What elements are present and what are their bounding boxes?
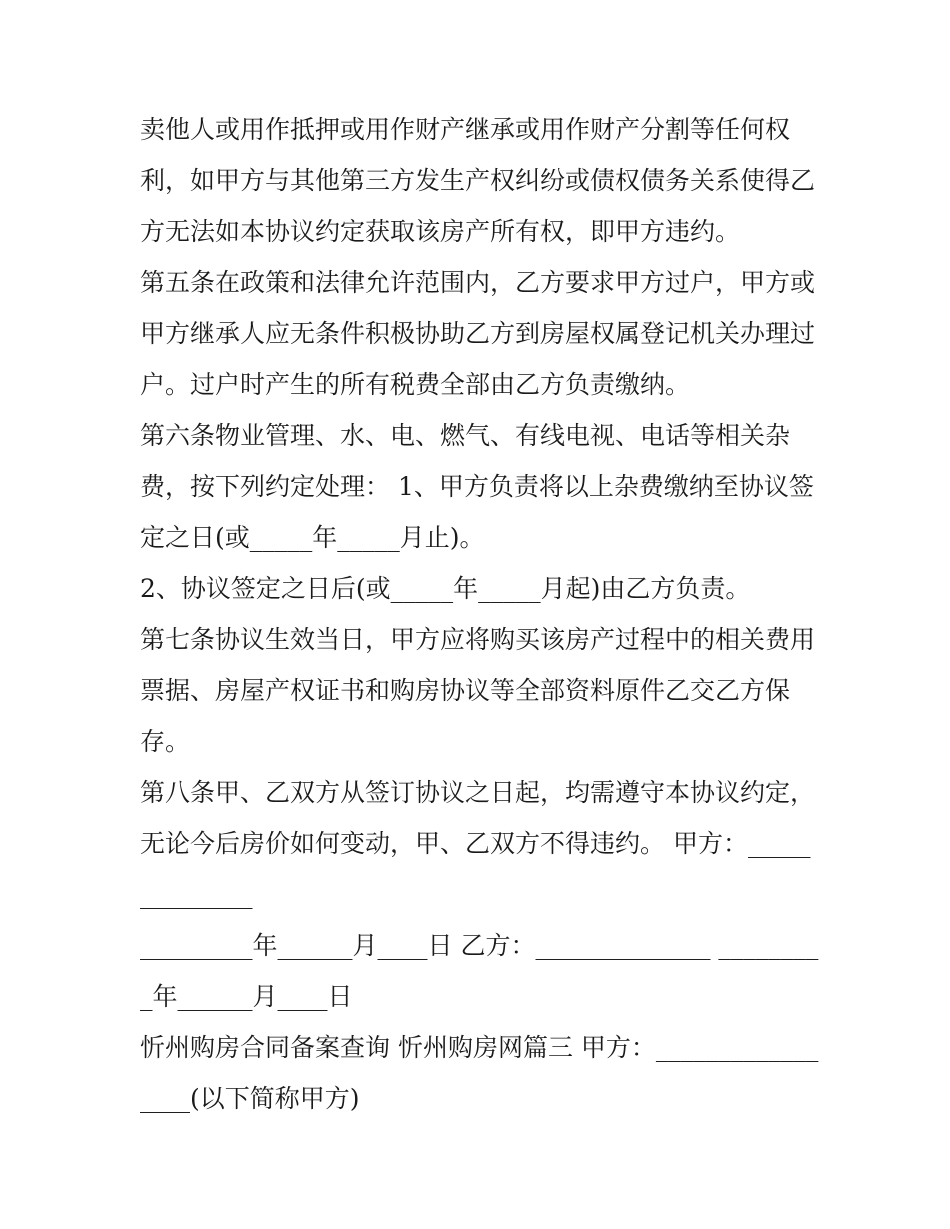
paragraph-article-8: 第八条甲、乙双方从签订协议之日起，均需遵守本协议约定，无论今后房价如何变动，甲、乙双方不得违约。 甲方：______________ [140, 778, 816, 909]
paragraph-article-6-item-2: 2、协议签定之日后(或_____年_____月起)由乙方负责。 [140, 574, 751, 603]
paragraph-article-7: 第七条协议生效当日，甲方应将购买该房产过程中的相关费用票据、房屋产权证书和购房协议等全部资料原件乙交乙方保存。 [140, 625, 816, 756]
paragraph-section-three-heading: 忻州购房合同备案查询 忻州购房网篇三 甲方：_________________(以下简称甲方) [140, 1033, 819, 1113]
signature-date-line: _________年______月____日 乙方：______________ _________年______月____日 [140, 931, 819, 1011]
paragraph-article-6: 第六条物业管理、水、电、燃气、有线电视、电话等相关杂费，按下列约定处理： 1、甲方负责将以上杂费缴纳至协议签定之日(或_____年_____月止)。 [140, 421, 814, 552]
paragraph-article-5: 第五条在政策和法律允许范围内，乙方要求甲方过户，甲方或甲方继承人应无条件积极协助乙方到房屋权属登记机关办理过户。过户时产生的所有税费全部由乙方负责缴纳。 [140, 268, 816, 399]
document-body [140, 104, 820, 1124]
paragraph-rights-clause: 卖他人或用作抵押或用作财产继承或用作财产分割等任何权利，如甲方与其他第三方发生产权纠纷或债权债务关系使得乙方无法如本协议约定获取该房产所有权，即甲方违约。 [140, 115, 816, 246]
